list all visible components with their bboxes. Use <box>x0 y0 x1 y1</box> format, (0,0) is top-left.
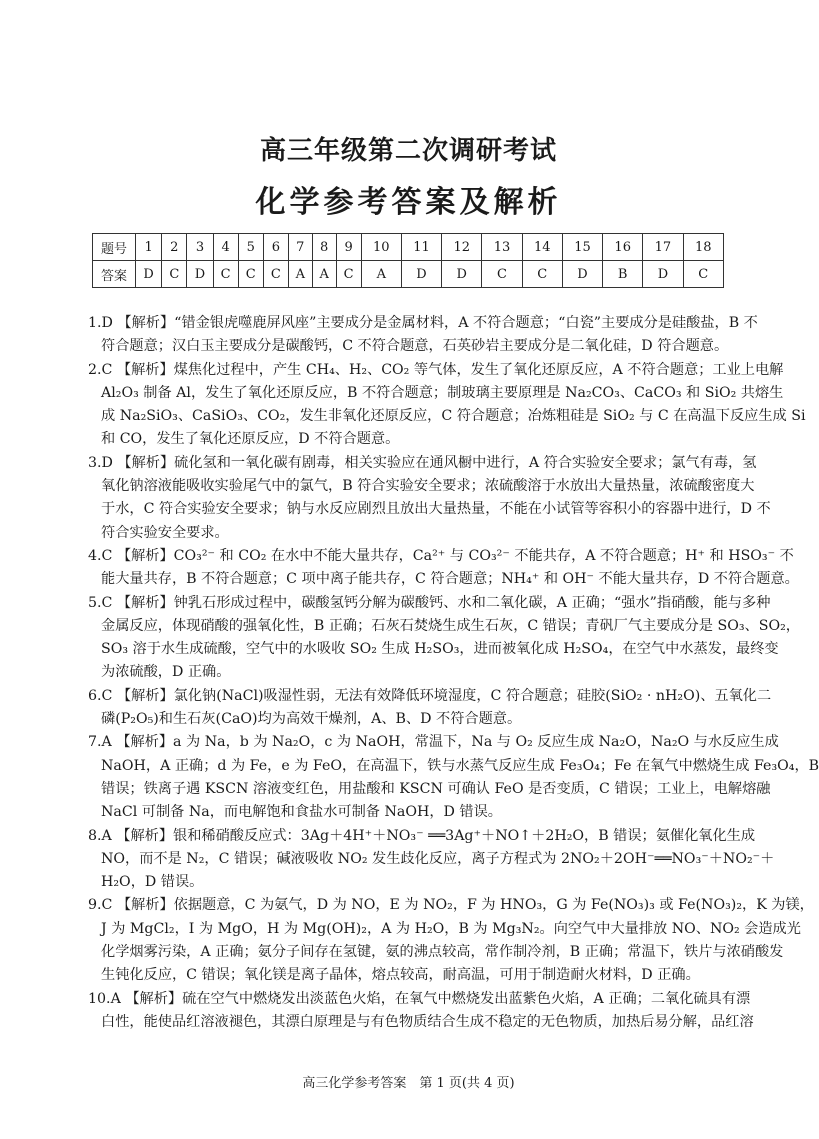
explanation-item <box>88 685 772 732</box>
text-line: 和 CO，发生了氧化还原反应，D 不符合题意。 <box>101 431 400 448</box>
question-number-cell: 6 <box>263 234 288 261</box>
row-label: 答案 <box>93 261 136 288</box>
text-line: 符合实验安全要求。 <box>101 524 229 541</box>
text-line: NaOH，A 正确；d 为 Fe，e 为 FeO，在高温下，铁与水蒸气反应生成 Fe₃O₄；Fe 在氧气中燃烧生成 Fe₃O₄，B <box>101 757 819 774</box>
question-number-cell: 7 <box>288 234 312 261</box>
text-line: 符合题意；汉白玉主要成分是碳酸钙，C 不符合题意，石英砂岩主要成分是二氧化硅，D 符合题意。 <box>101 338 729 355</box>
answer-cell: B <box>603 261 643 288</box>
answer-cell: A <box>361 261 401 288</box>
text-line: SO₃ 溶于水生成硫酸，空气中的水吸收 SO₂ 生成 H₂SO₃，进而被氧化成 H₂SO₄，在空气中水蒸发，最终变 <box>101 641 779 658</box>
question-number-cell: 18 <box>683 234 723 261</box>
text-line: 6.C 【解析】氯化钠(NaCl)吸湿性弱，无法有效降低环境湿度，C 符合题意；硅胶(SiO₂ · nH₂O)、五氧化二 <box>88 687 772 704</box>
answer-cell: C <box>238 261 263 288</box>
text-line: 氧化钠溶液能吸收实验尾气中的氯气，B 符合实验安全要求；浓硫酸溶于水放出大量热量，浓硫酸密度大 <box>101 478 755 495</box>
text-line: 4.C 【解析】CO₃²⁻ 和 CO₂ 在水中不能大量共存，Ca²⁺ 与 CO₃²⁻ 不能共存，A 不符合题意；H⁺ 和 HSO₃⁻ 不 <box>88 547 794 564</box>
question-number-cell: 5 <box>238 234 263 261</box>
text-line: 错误；铁离子遇 KSCN 溶液变红色，用盐酸和 KSCN 可确认 FeO 是否变质，C 错误；工业上，电解熔融 <box>101 780 771 797</box>
answer-cell: D <box>442 261 482 288</box>
answer-table <box>92 233 724 288</box>
answer-row <box>93 261 724 288</box>
text-line: 磷(P₂O₅)和生石灰(CaO)均为高效干燥剂，A、B、D 不符合题意。 <box>101 711 522 728</box>
explanation-item <box>88 545 799 592</box>
answer-cell: C <box>213 261 238 288</box>
text-line: 成 Na₂SiO₃、CaSiO₃、CO₂，发生非氧化还原反应，C 符合题意；冶炼粗硅是 SiO₂ 与 C 在高温下反应生成 Si <box>101 408 806 425</box>
text-line: 金属反应，体现硝酸的强氧化性，B 正确；石灰石焚烧生成生石灰，C 错误；青矾厂气主要成分是 SO₃、SO₂， <box>101 617 800 634</box>
answer-cell: C <box>162 261 187 288</box>
answer-cell: C <box>263 261 288 288</box>
explanations <box>88 312 819 1034</box>
question-number-cell: 2 <box>162 234 187 261</box>
question-number-cell: 14 <box>522 234 562 261</box>
text-line: 5.C 【解析】钟乳石形成过程中，碳酸氢钙分解为碳酸钙、水和二氧化碳，A 正确；“强水”指硝酸，能与多种 <box>88 594 771 611</box>
answer-cell: C <box>683 261 723 288</box>
text-line: NaCl 可制备 Na，而电解饱和食盐水可制备 NaOH，D 错误。 <box>101 804 502 821</box>
text-line: 9.C 【解析】依据题意，C 为氨气，D 为 NO，E 为 NO₂，F 为 HNO₃，G 为 Fe(NO₃)₃ 或 Fe(NO₃)₂，K 为镁， <box>88 897 814 914</box>
answer-cell: C <box>336 261 361 288</box>
answer-cell: D <box>187 261 213 288</box>
text-line: 8.A 【解析】银和稀硝酸反应式：3Ag＋4H⁺＋NO₃⁻ ══3Ag⁺＋NO↑＋2H₂O，B 错误；氨催化氧化生成 <box>88 827 756 844</box>
text-line: 生钝化反应，C 错误；氧化镁是离子晶体，熔点较高，耐高温，可用于制造耐火材料，D 正确。 <box>101 967 700 984</box>
question-number-cell: 3 <box>187 234 213 261</box>
question-number-cell: 13 <box>482 234 522 261</box>
explanation-item <box>88 359 806 452</box>
text-line: 1.D 【解析】“错金银虎噬鹿屏风座”主要成分是金属材料，A 不符合题意；“白瓷”主要成分是硅酸盐，B 不 <box>88 315 758 331</box>
row-label: 题号 <box>93 234 136 261</box>
question-number-cell: 4 <box>213 234 238 261</box>
text-line: J 为 MgCl₂，I 为 MgO，H 为 Mg(OH)₂，A 为 H₂O，B 为 Mg₃N₂。向空气中大量排放 NO、NO₂ 会造成光 <box>101 920 801 937</box>
explanation-item <box>88 731 819 824</box>
text-line: 于水，C 符合实验安全要求；钠与水反应剧烈且放出大量热量，不能在小试管等容积小的容器中进行，D 不 <box>101 501 771 518</box>
explanation-item <box>88 452 771 545</box>
question-number-cell: 10 <box>361 234 401 261</box>
answer-cell: D <box>562 261 602 288</box>
document-title: 高三年级第二次调研考试 <box>259 136 557 166</box>
text-line: H₂O，D 错误。 <box>101 874 204 891</box>
text-line: 为浓硫酸，D 正确。 <box>101 664 231 681</box>
question-number-cell: 12 <box>442 234 482 261</box>
text-line: 7.A 【解析】a 为 Na，b 为 Na₂O，c 为 NaOH，常温下，Na 与 O₂ 反应生成 Na₂O，Na₂O 与水反应生成 <box>88 734 779 751</box>
question-number-cell: 11 <box>401 234 441 261</box>
explanation-item <box>88 592 800 685</box>
answer-cell: A <box>288 261 312 288</box>
question-number-row <box>93 234 724 261</box>
question-number-cell: 17 <box>643 234 683 261</box>
answer-cell: D <box>401 261 441 288</box>
text-line: 白性，能使品红溶液褪色，其漂白原理是与有色物质结合生成不稳定的无色物质，加热后易分解，品红溶 <box>101 1013 754 1030</box>
explanation-item <box>88 988 754 1035</box>
question-number-cell: 15 <box>562 234 602 261</box>
text-line: 2.C 【解析】煤焦化过程中，产生 CH₄、H₂、CO₂ 等气体，发生了氧化还原反应，A 不符合题意；工业上电解 <box>88 361 784 378</box>
question-number-cell: 16 <box>603 234 643 261</box>
question-number-cell: 9 <box>336 234 361 261</box>
text-line: Al₂O₃ 制备 Al，发生了氧化还原反应，B 不符合题意；制玻璃主要原理是 Na₂CO₃、CaCO₃ 和 SiO₂ 共熔生 <box>101 384 784 401</box>
question-number-cell: 1 <box>136 234 162 261</box>
answer-cell: D <box>136 261 162 288</box>
text-line: 化学烟雾污染，A 正确；氨分子间存在氢键，氨的沸点较高，常作制冷剂，B 正确；常温下，铁片与浓硝酸发 <box>101 944 784 961</box>
page-footer: 高三化学参考答案 第 1 页(共 4 页) <box>302 1076 515 1091</box>
text-line: 10.A 【解析】硫在空气中燃烧发出淡蓝色火焰，在氧气中燃烧发出蓝紫色火焰，A 正确；二氧化硫具有漂 <box>88 990 751 1007</box>
explanation-item <box>88 894 814 987</box>
question-number-cell: 8 <box>312 234 336 261</box>
text-line: 3.D 【解析】硫化氢和一氧化碳有剧毒，相关实验应在通风橱中进行，A 符合实验安全要求；氯气有毒，氢 <box>88 454 757 471</box>
text-line: NO，而不是 N₂，C 错误；碱液吸收 NO₂ 发生歧化反应，离子方程式为 2NO₂＋2OH⁻══NO₃⁻＋NO₂⁻＋ <box>101 850 775 867</box>
explanation-item <box>88 825 775 895</box>
answer-cell: D <box>643 261 683 288</box>
answer-cell: A <box>312 261 336 288</box>
document-subtitle: 化学参考答案及解析 <box>255 185 562 220</box>
answer-cell: C <box>522 261 562 288</box>
answer-cell: C <box>482 261 522 288</box>
text-line: 能大量共存，B 不符合题意；C 项中离子能共存，C 符合题意；NH₄⁺ 和 OH⁻ 不能大量共存，D 不符合题意。 <box>101 571 799 588</box>
explanation-item <box>88 312 758 359</box>
